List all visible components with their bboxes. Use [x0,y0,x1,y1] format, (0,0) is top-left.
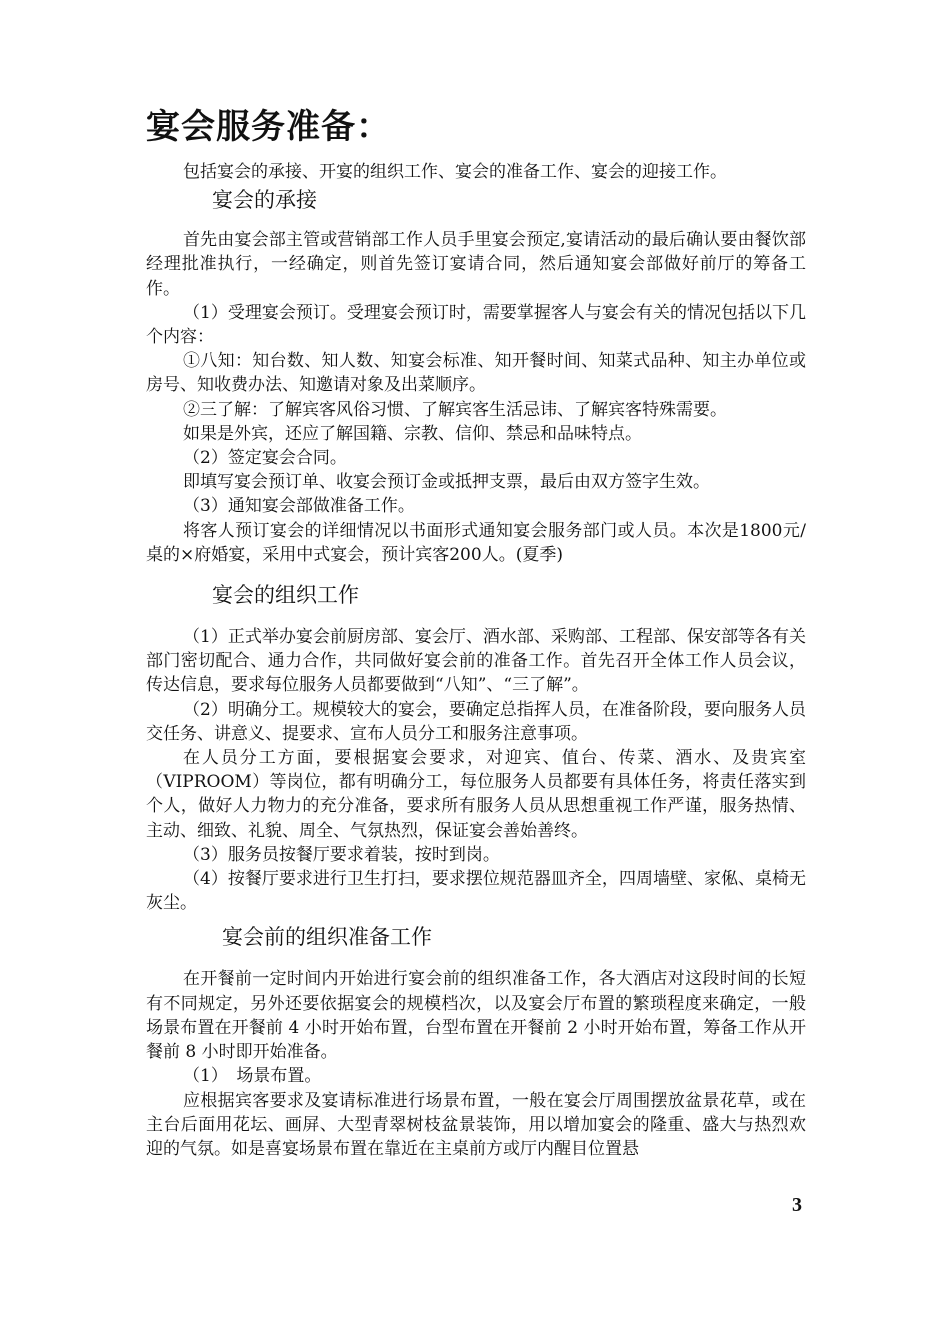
section-heading-acceptance: 宴会的承接 [212,188,317,213]
paragraph: 首先由宴会部主管或营销部工作人员手里宴会预定,宴请活动的最后确认要由餐饮部经理批准执行，一经确定，则首先签订宴请合同，然后通知宴会部做好前厅的筹备工作。 [146,230,806,299]
paragraph: （3）通知宴会部做准备工作。 [183,496,415,517]
paragraph: 将客人预订宴会的详细情况以书面形式通知宴会服务部门或人员。本次是1800元/桌的×府婚宴，采用中式宴会，预计宾客200人。(夏季) [146,520,806,565]
intro-paragraph: 包括宴会的承接、开宴的组织工作、宴会的准备工作、宴会的迎接工作。 [183,162,727,182]
paragraph: （1） 场景布置。 [183,1066,322,1087]
paragraph: （3）服务员按餐厅要求着装，按时到岗。 [183,844,500,865]
paragraph: 即填写宴会预订单、收宴会预订金或抵押支票，最后由双方签字生效。 [183,472,710,493]
paragraph: 在人员分工方面，要根据宴会要求，对迎宾、值台、传菜、酒水、及贵宾室（VIPROOM）等岗位，都有明确分工，每位服务人员都要有具体任务，将责任落实到个人，做好人力物力的充分准备，要求所有服务人员从思想重视工作严谨，服务热情、主动、细致、礼貌、周全、气氛热烈，保证宴会善始善终。 [146,748,806,841]
page-number: 3 [792,1194,802,1216]
paragraph: （1）正式举办宴会前厨房部、宴会厅、酒水部、采购部、工程部、保安部等各有关部门密切配合、通力合作，共同做好宴会前的准备工作。首先召开全体工作人员会议，传达信息，要求每位服务人员都要做到“八知”、“三了解”。 [146,627,806,696]
paragraph: （2）签定宴会合同。 [183,448,347,469]
section-heading-organization: 宴会的组织工作 [212,583,359,608]
paragraph: ②三了解：了解宾客风俗习惯、了解宾客生活忌讳、了解宾客特殊需要。 [183,399,727,420]
paragraph: 如果是外宾，还应了解国籍、宗教、信仰、禁忌和品味特点。 [183,423,642,444]
paragraph: （4）按餐厅要求进行卫生打扫，要求摆位规范器皿齐全，四周墙壁、家俬、桌椅无灰尘。 [146,869,806,914]
paragraph: 应根据宾客要求及宴请标准进行场景布置，一般在宴会厅周围摆放盆景花草，或在主台后面用花坛、画屏、大型青翠树枝盆景装饰，用以增加宴会的隆重、盛大与热烈欢迎的气氛。如是喜宴场景布置在靠近在主桌前方或厅内醒目位置悬 [146,1090,806,1159]
paragraph: （1）受理宴会预订。受理宴会预订时，需要掌握客人与宴会有关的情况包括以下几个内容： [146,302,806,348]
paragraph: 在开餐前一定时间内开始进行宴会前的组织准备工作，各大酒店对这段时间的长短有不同规定，另外还要依据宴会的规模档次，以及宴会厅布置的繁琐程度来确定，一般场景布置在开餐前 4 小时开始布置，台型布置在开餐前 2 小时开始布置，筹备工作从开餐前 8 小时即开始准备。 [146,969,806,1063]
page-title: 宴会服务准备： [146,107,391,147]
paragraph: ①八知：知台数、知人数、知宴会标准、知开餐时间、知菜式品种、知主办单位或房号、知收费办法、知邀请对象及出菜顺序。 [146,351,806,396]
document-body [146,160,806,1161]
section-heading-preparation: 宴会前的组织准备工作 [222,925,432,950]
paragraph: （2）明确分工。规模较大的宴会，要确定总指挥人员，在准备阶段，要向服务人员交任务、讲意义、提要求、宣布人员分工和服务注意事项。 [146,699,806,744]
